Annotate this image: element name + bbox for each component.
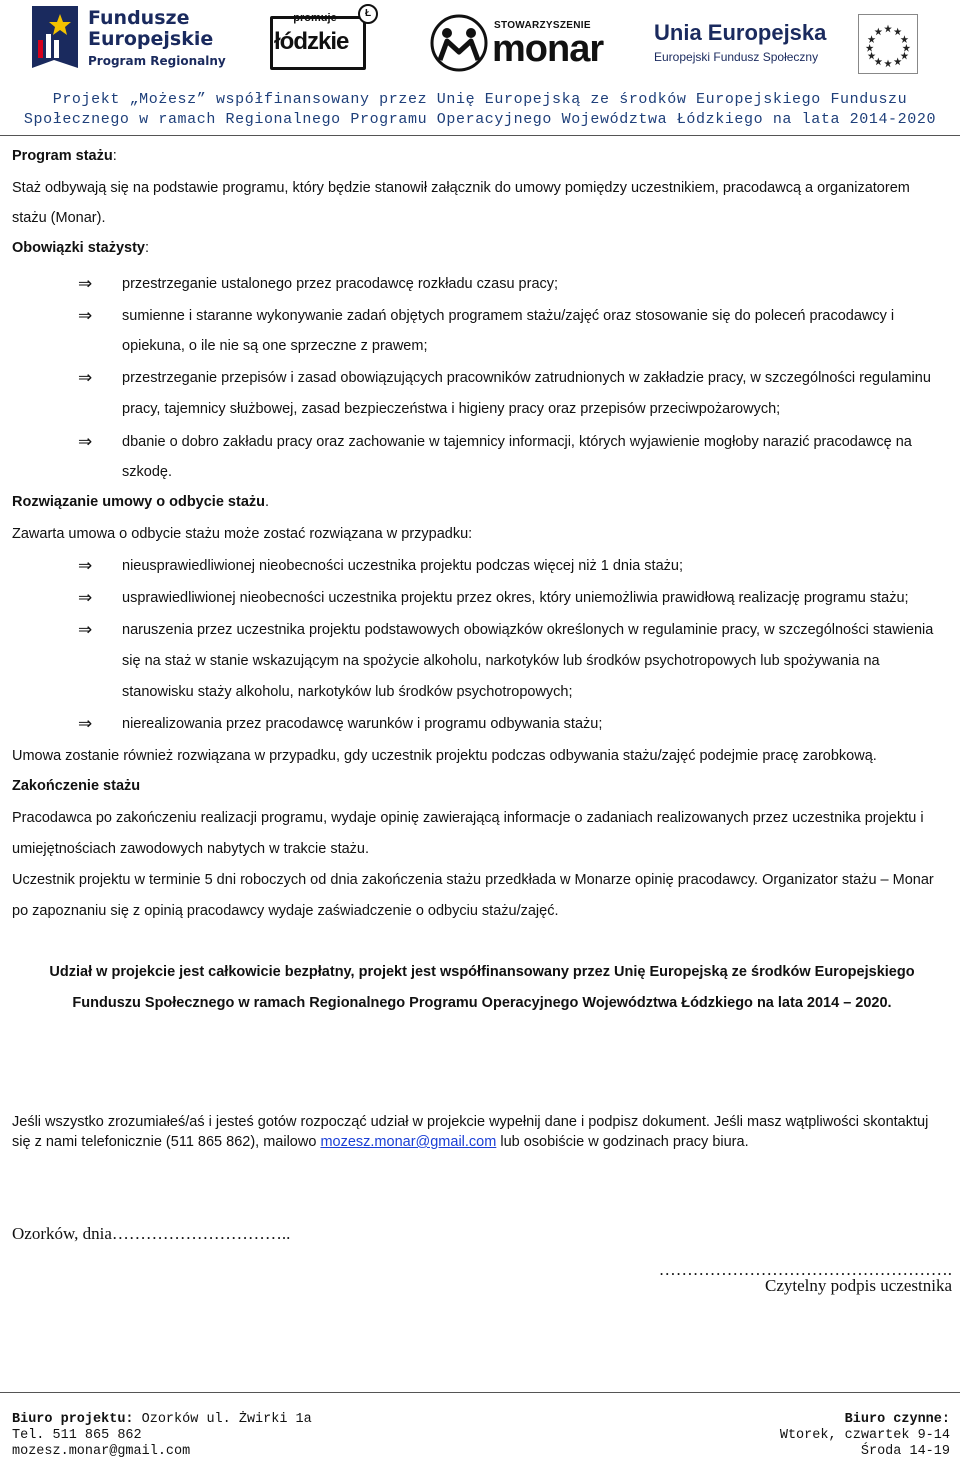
arrow-bullet-icon: ⇒ bbox=[78, 306, 93, 326]
lodz-small-text: promuje bbox=[293, 12, 337, 24]
lodz-big-text: łódzkie bbox=[274, 28, 349, 55]
ue-line1: Unia Europejska bbox=[654, 20, 827, 45]
signature-dots[interactable]: ……………………………………………. bbox=[658, 1260, 952, 1279]
program-text-line2: stażu (Monar). bbox=[12, 210, 106, 226]
free-notice-line1: Udział w projekcie jest całkowicie bezpłatny, projekt jest współfinansowany przez Unię Europejską ze środków Europejskiego bbox=[49, 964, 915, 980]
project-header-line1: Projekt „Możesz” współfinansowany przez Unię Europejską ze środków Europejskiego Funduszu bbox=[52, 91, 908, 108]
arrow-bullet-icon: ⇒ bbox=[78, 556, 93, 576]
duty-item-1: przestrzeganie ustalonego przez pracodawcę rozkładu czasu pracy; bbox=[122, 276, 559, 292]
termination-item-3-line1: naruszenia przez uczestnika projektu podstawowych obowiązków określonych w regulaminie pracy, w szczególności stawienia bbox=[122, 622, 934, 638]
office-line bbox=[12, 1412, 312, 1428]
hours-line1: Wtorek, czwartek 9-14 bbox=[779, 1428, 950, 1443]
termination-item-4: nierealizowania przez pracodawcę warunków i programu odbywania stażu; bbox=[122, 716, 603, 732]
duty-item-2-line1: sumienne i staranne wykonywanie zadań objętych programem stażu/zajęć oraz stosowanie się do poleceń pracodawcy i bbox=[122, 308, 895, 324]
lodz-mark: Ł bbox=[358, 4, 378, 24]
program-heading-suffix: : bbox=[112, 148, 117, 164]
termination-item-1: nieusprawiedliwionej nieobecności uczestnika projektu podczas więcej niż 1 dnia stażu; bbox=[122, 558, 683, 574]
hours-line2: Środa 14-19 bbox=[860, 1444, 950, 1459]
footer-left bbox=[12, 1412, 312, 1460]
termination-intro: Zawarta umowa o odbycie stażu może zostać rozwiązana w przypadku: bbox=[12, 526, 473, 542]
duty-item-3-line1: przestrzeganie przepisów i zasad obowiązujących pracowników zatrudnionych w zakładzie pracy, w szczególności regulaminu bbox=[122, 370, 931, 386]
duty-item-2-line2: opiekuna, o ile nie są one sprzeczne z prawem; bbox=[122, 338, 428, 354]
fe-text bbox=[88, 8, 226, 69]
duty-item-4-line2: szkodę. bbox=[122, 464, 172, 480]
contact-line1: Jeśli wszystko zrozumiałeś/aś i jesteś gotów rozpocząć udział w projekcie wypełnij dane i podpisz dokument. Jeśli masz wątpliwości skontaktuj bbox=[12, 1114, 929, 1130]
completion-p2-line1: Uczestnik projektu w terminie 5 dni roboczych od dnia zakończenia stażu przedkłada w Monarze opinię pracodawcy. Organizator stażu – Monar bbox=[12, 872, 934, 888]
fe-star-book-icon bbox=[30, 4, 80, 72]
termination-heading-line bbox=[12, 494, 269, 510]
duties-heading-suffix: : bbox=[144, 240, 149, 256]
arrow-bullet-icon: ⇒ bbox=[78, 714, 93, 734]
office-phone: Tel. 511 865 862 bbox=[12, 1428, 142, 1443]
project-header-line2: Społecznego w ramach Regionalnego Programu Operacyjnego Województwa Łódzkiego na lata 2014-2020 bbox=[23, 111, 937, 128]
office-address: Ozorków ul. Żwirki 1a bbox=[133, 1412, 312, 1427]
program-heading-line bbox=[12, 148, 117, 164]
top-divider bbox=[0, 135, 960, 136]
completion-p2-line2: po zapoznaniu się z opinią pracodawcy wydaje zaświadczenie o odbyciu stażu/zajęć. bbox=[12, 903, 559, 919]
signature-label: Czytelny podpis uczestnika bbox=[765, 1276, 952, 1295]
arrow-bullet-icon: ⇒ bbox=[78, 432, 93, 452]
program-heading: Program stażu bbox=[12, 148, 113, 164]
monar-big-text: monar bbox=[492, 28, 604, 70]
free-notice-line2: Funduszu Społecznego w ramach Regionalnego Programu Operacyjnego Województwa Łódzkiego na lata 2014 – 2020. bbox=[72, 995, 892, 1011]
completion-p1-line1: Pracodawca po zakończeniu realizacji programu, wydaje opinię zawierającą informacje o zadaniach realizowanych przez uczestnika projektu i bbox=[12, 810, 924, 826]
arrow-bullet-icon: ⇒ bbox=[78, 368, 93, 388]
project-header bbox=[0, 90, 960, 130]
termination-item-3-line3: stanowisku staży alkoholu, narkotyków lub środków psychotropowych; bbox=[122, 684, 573, 700]
completion-heading: Zakończenie stażu bbox=[12, 778, 141, 794]
bottom-divider bbox=[0, 1392, 960, 1393]
eu-flag-icon bbox=[858, 14, 918, 74]
termination-heading: Rozwiązanie umowy o odbycie stażu bbox=[12, 494, 265, 510]
contact-line2-pre: się z nami telefonicznie (511 865 862), mailowo bbox=[12, 1134, 321, 1150]
unia-europejska-logo bbox=[654, 10, 918, 70]
ue-line2: Europejski Fundusz Społeczny bbox=[654, 50, 819, 64]
fe-line1: Fundusze bbox=[88, 7, 190, 29]
arrow-bullet-icon: ⇒ bbox=[78, 620, 93, 640]
duty-item-3-line2: pracy, tajemnicy służbowej, zasad bezpieczeństwa i higieny pracy oraz przepisów przeciwpożarowych; bbox=[122, 401, 781, 417]
arrow-bullet-icon: ⇒ bbox=[78, 588, 93, 608]
arrow-bullet-icon: ⇒ bbox=[78, 274, 93, 294]
place-date-field[interactable]: Ozorków, dnia………………………….. bbox=[12, 1224, 291, 1243]
office-label: Biuro projektu: bbox=[12, 1412, 134, 1427]
office-email: mozesz.monar@gmail.com bbox=[12, 1444, 191, 1459]
duties-heading: Obowiązki stażysty bbox=[12, 240, 145, 256]
monar-figures-icon bbox=[430, 14, 488, 72]
program-text-line1: Staż odbywają się na podstawie programu, który będzie stanowił załącznik do umowy pomiędzy uczestnikiem, pracodawcą a organizatorem bbox=[12, 180, 910, 196]
termination-heading-suffix: . bbox=[265, 494, 270, 510]
termination-item-2: usprawiedliwionej nieobecności uczestnika projektu przez okres, który uniemożliwia prawidłową realizację programu stażu; bbox=[122, 590, 909, 606]
hours-label: Biuro czynne: bbox=[844, 1412, 950, 1427]
duty-item-4-line1: dbanie o dobro zakładu pracy oraz zachowanie w tajemnicy informacji, których wyjawienie mogłoby narazić pracodawcę na bbox=[122, 434, 912, 450]
fe-line2: Europejskie bbox=[88, 28, 214, 50]
promuje-lodzkie-logo bbox=[270, 10, 376, 72]
monar-logo bbox=[430, 8, 605, 72]
contact-line2-post: lub osobiście w godzinach pracy biura. bbox=[496, 1134, 749, 1150]
fundusze-europejskie-logo bbox=[30, 4, 230, 76]
footer-right bbox=[780, 1412, 950, 1460]
logo-bar bbox=[0, 0, 960, 88]
contact-line2 bbox=[12, 1134, 749, 1150]
contact-email-link[interactable]: mozesz.monar@gmail.com bbox=[320, 1134, 497, 1150]
termination-after: Umowa zostanie również rozwiązana w przypadku, gdy uczestnik projektu podczas odbywania stażu/zajęć podejmie pracę zarobkową. bbox=[12, 748, 877, 764]
monar-small-text: STOWARZYSZENIE bbox=[494, 20, 591, 31]
completion-p1-line2: umiejętnościach zawodowych nabytych w trakcie stażu. bbox=[12, 841, 370, 857]
termination-item-3-line2: się na staż w stanie wskazującym na spożycie alkoholu, narkotyków lub środków psychotropowych lub spożywania na bbox=[122, 653, 880, 669]
duties-heading-line bbox=[12, 240, 149, 256]
fe-line3: Program Regionalny bbox=[88, 54, 226, 68]
